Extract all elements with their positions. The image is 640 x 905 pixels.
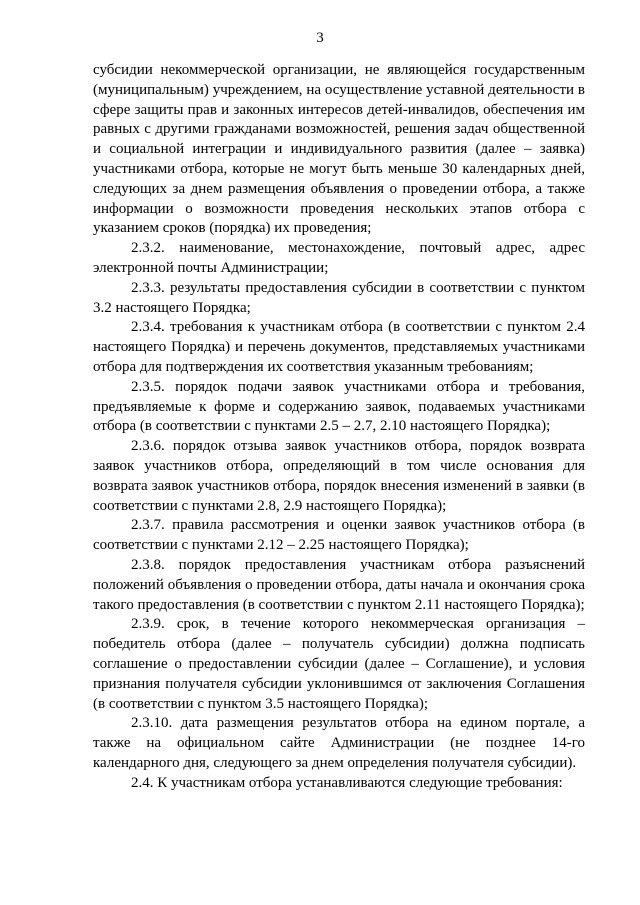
paragraph-2-3-7: 2.3.7. правила рассмотрения и оценки заявок участников отбора (в соответствии с пунктами 2.12 – 2.25 настоящего Порядка); [93, 517, 585, 554]
paragraph-2-4: 2.4. К участникам отбора устанавливаются следующие требования: [131, 774, 563, 791]
paragraph-2-3-8: 2.3.8. порядок предоставления участникам отбора разъяснений положений объявления о проведении отбора, даты начала и окончания срока такого предоставления (в соответствии с пунктом 2.11 настоящего Порядка); [93, 556, 585, 613]
document-body [93, 61, 585, 793]
paragraph-2-3-5: 2.3.5. порядок подачи заявок участниками отбора и требования, предъявляемые к форме и содержанию заявок, подаваемых участниками отбора (в соответствии с пунктами 2.5 – 2.7, 2.10 настоящего Порядка); [93, 378, 585, 435]
page-number: 3 [316, 30, 324, 46]
paragraph-2-3-2: 2.3.2. наименование, местонахождение, почтовый адрес, адрес электронной почты Администрации; [93, 240, 585, 276]
paragraph-2-3-10: 2.3.10. дата размещения результатов отбора на едином портале, а также на официальном сайте Администрации (не позднее 14-го календарного дня, следующего за днем определения получателя субсидии). [93, 715, 585, 771]
paragraph-2-3-9: 2.3.9. срок, в течение которого некоммерческая организация – победитель отбора (далее – получатель субсидии) должна подписать соглашение о предоставлении субсидии (далее – Соглашение), и условия признания получателя субсидии уклонившимся от заключения Соглашения (в соответствии с пунктом 3.5 настоящего Порядка); [93, 616, 585, 712]
paragraph-2-3-4: 2.3.4. требования к участникам отбора (в соответствии с пунктом 2.4 настоящего Порядка) и перечень документов, представляемых участниками отбора для подтверждения их соответствия указанным требованиям; [93, 319, 585, 375]
paragraph-2-3-3: 2.3.3. результаты предоставления субсидии в соответствии с пунктом 3.2 настоящего Порядка; [93, 279, 585, 316]
paragraph-continuation: субсидии некоммерческой организации, не являющейся государственным (муниципальным) учреждением, на осуществление уставной деятельности в сфере защиты прав и законных интересов детей-инвалидов, обеспечения им равных с другими гражданами возможностей, решения задач общественной и социальной интеграции и индивидуального развития (далее – заявка) участниками отбора, которые не могут быть меньше 30 календарных дней, следующих за днем размещения объявления о проведении отбора, а также информации о возможности проведения нескольких этапов отбора с указанием сроков (порядка) их проведения; [93, 62, 585, 237]
paragraph-2-3-6: 2.3.6. порядок отзыва заявок участников отбора, порядок возврата заявок участников отбора, определяющий в том числе основания для возврата заявок участников отбора, порядок внесения изменений в заявки (в соответствии с пунктами 2.8, 2.9 настоящего Порядка); [93, 438, 585, 514]
